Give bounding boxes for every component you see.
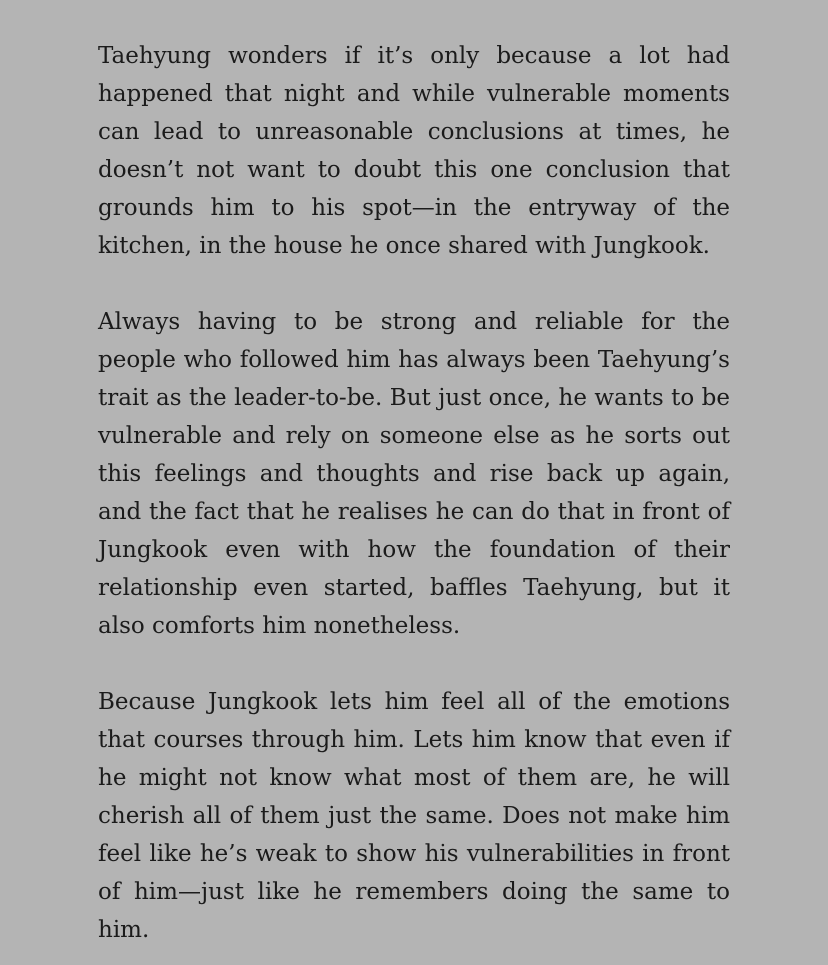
- paragraph-3: Because Jungkook lets him feel all of the emotions that courses through him. Lets him know that even if he might not know what most of them are, he will cherish all of them just the same. Does not make him feel like he’s weak to show his vulnerabilities in front of him—just like he remembers doing the same to him.: [98, 689, 730, 943]
- paragraph-1: Taehyung wonders if it’s only because a lot had happened that night and while vulnerable moments can lead to unreasonable conclusions at times, he doesn’t not want to doubt this one conclusion that grounds him to his spot—in the entryway of the kitchen, in the house he once shared with Jungkook.: [98, 43, 730, 259]
- story-text: [98, 37, 730, 949]
- paragraph-2: Always having to be strong and reliable for the people who followed him has always been Taehyung’s trait as the leader-to-be. But just once, he wants to be vulnerable and rely on someone else as he sorts out this feelings and thoughts and rise back up again, and the fact that he realises he can do that in front of Jungkook even with how the foundation of their relationship even started, baffles Taehyung, but it also comforts him nonetheless.: [98, 309, 730, 639]
